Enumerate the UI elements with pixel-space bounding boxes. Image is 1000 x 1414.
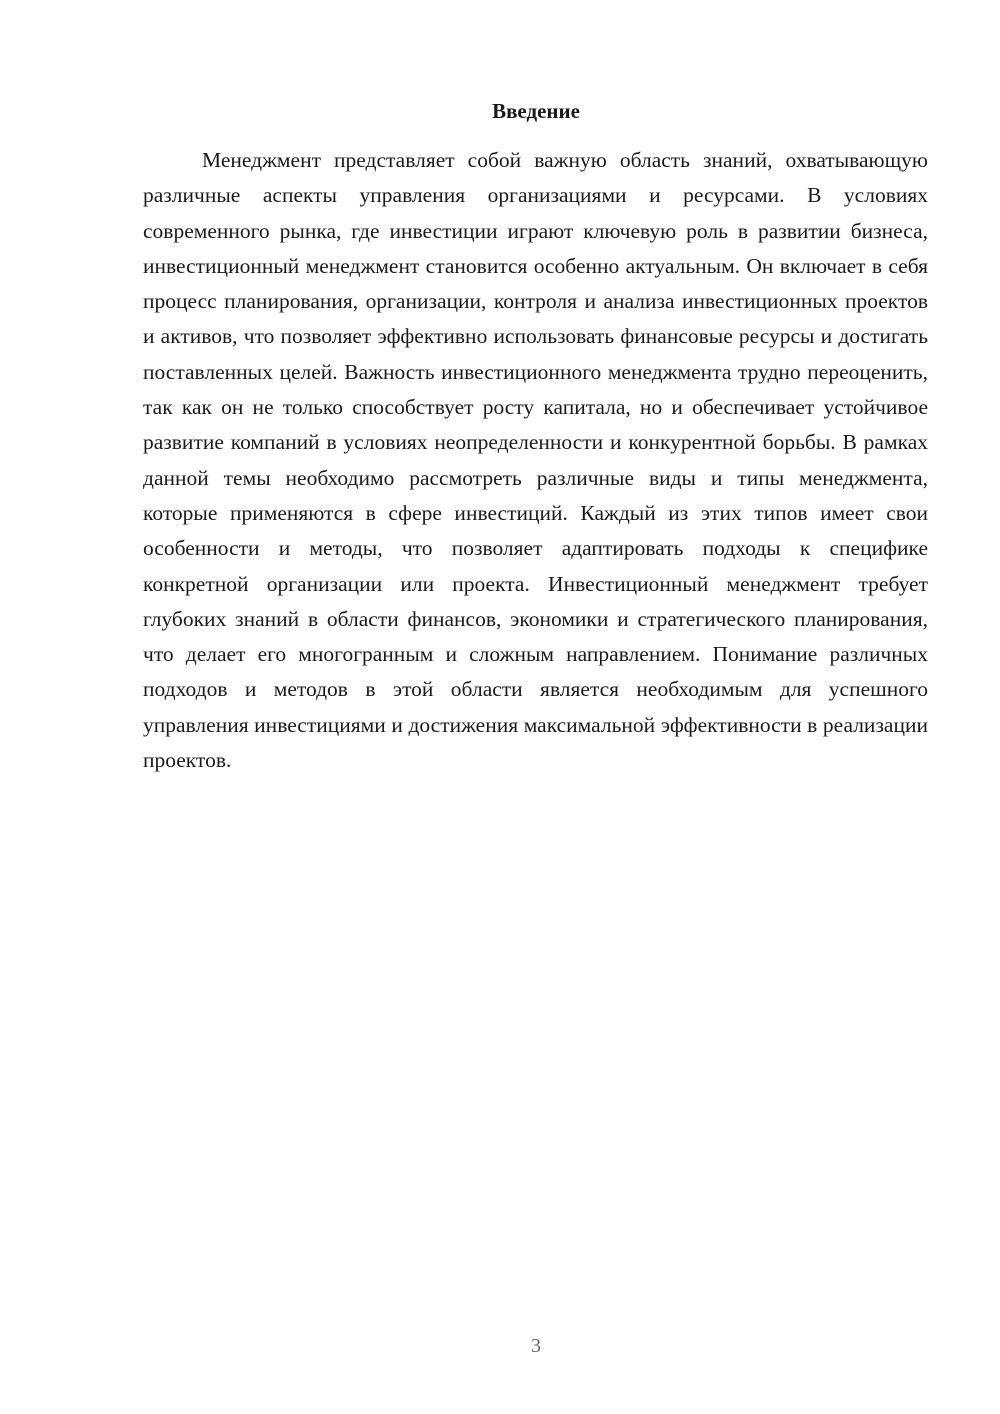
page-number: 3 (531, 1335, 541, 1357)
section-heading: Введение (492, 99, 580, 123)
body-paragraph: Менеджмент представляет собой важную область знаний, охватывающую различные аспекты управления организациями и ресурсами. В условиях современного рынка, где инвестиции играют ключевую роль в развитии бизнеса, инвестиционный менеджмент становится особенно актуальным. Он включает в себя процесс планирования, организации, контроля и анализа инвестиционных проектов и активов, что позволяет эффективно использовать финансовые ресурсы и достигать поставленных целей. Важность инвестиционного менеджмента трудно переоценить, так как он не только способствует росту капитала, но и обеспечивает устойчивое развитие компаний в условиях неопределенности и конкурентной борьбы. В рамках данной темы необходимо рассмотреть различные виды и типы менеджмента, которые применяются в сфере инвестиций. Каждый из этих типов имеет свои особенности и методы, что позволяет адаптировать подходы к специфике конкретной организации или проекта. Инвестиционный менеджмент требует глубоких знаний в области финансов, экономики и стратегического планирования, что делает его многогранным и сложным направлением. Понимание различных подходов и методов в этой области является необходимым для успешного управления инвестициями и достижения максимальной эффективности в реализации проектов. (143, 148, 928, 773)
